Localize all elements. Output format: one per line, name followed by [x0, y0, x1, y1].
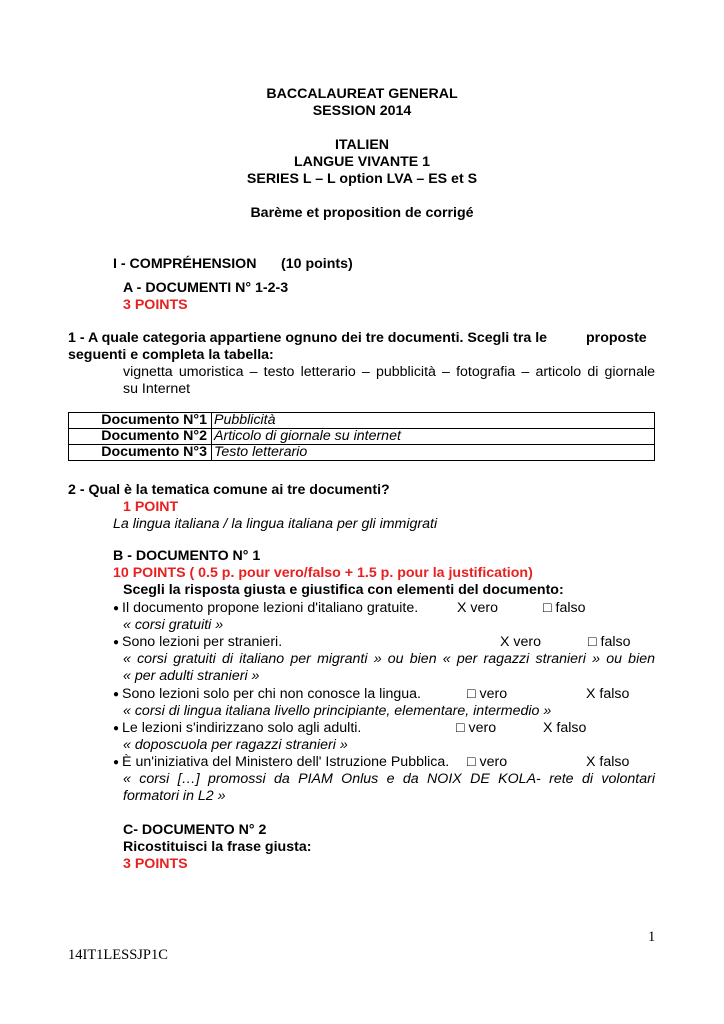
item-justification-cont: formatori in L2 »: [123, 788, 226, 804]
part-c-title: C- DOCUMENTO N° 2: [123, 822, 267, 838]
question-2-points: 1 POINT: [123, 499, 179, 515]
item-justification-cont: « per adulti stranieri »: [123, 668, 260, 684]
item-justification: « doposcuola per ragazzi stranieri »: [123, 737, 348, 753]
vero-option[interactable]: X vero: [457, 600, 499, 616]
true-false-item: [113, 686, 421, 702]
falso-option[interactable]: X falso: [586, 754, 630, 770]
item-statement: Sono lezioni solo per chi non conosce la lingua.: [122, 686, 421, 702]
part-a-points: 3 POINTS: [123, 297, 188, 313]
section-comprehension-title: I - COMPRÉHENSION: [113, 256, 257, 272]
header-line-series: SERIES L – L option LVA – ES et S: [246, 171, 478, 187]
table-row: [69, 429, 655, 445]
header-line-language: ITALIEN: [334, 137, 390, 153]
true-false-item: [113, 720, 361, 736]
vero-option[interactable]: X vero: [500, 634, 542, 650]
item-statement: Sono lezioni per stranieri.: [122, 634, 283, 650]
vero-option[interactable]: □ vero: [456, 720, 497, 736]
part-b-points: 10 POINTS ( 0.5 p. pour vero/falso + 1.5 p. pour la justification): [113, 565, 533, 581]
item-statement: È un'iniziativa del Ministero dell' Istruzione Pubblica.: [122, 754, 450, 770]
document-category-table: [68, 412, 655, 461]
question-1-line1: 1 - A quale categoria appartiene ognuno dei tre documenti. Scegli tra le: [68, 330, 548, 346]
table-cell-value: Articolo di giornale su internet: [212, 429, 655, 445]
header-line-bareme: Barème et proposition de corrigé: [250, 205, 474, 221]
question-2-answer: La lingua italiana / la lingua italiana per gli immigrati: [113, 516, 438, 532]
vero-option[interactable]: □ vero: [467, 686, 508, 702]
item-justification: « corsi gratuiti »: [123, 617, 224, 633]
bullet-icon: ●: [113, 603, 120, 614]
bullet-icon: ●: [113, 637, 120, 648]
table-cell-value: Pubblicità: [212, 413, 655, 429]
header-line-session: SESSION 2014: [312, 103, 412, 119]
table-cell-label: Documento N°2: [69, 429, 212, 445]
item-justification: « corsi gratuiti di italiano per migranti » ou bien « per ragazzi stranieri » ou bien: [123, 651, 655, 667]
part-b-instruction: Scegli la risposta giusta e giustifica con elementi del documento:: [123, 582, 564, 598]
question-1-line2: seguenti e completa la tabella:: [68, 347, 274, 363]
document-code: 14IT1LESSJP1C: [68, 947, 168, 963]
item-statement: Il documento propone lezioni d'italiano gratuite.: [122, 600, 419, 616]
bullet-icon: ●: [113, 757, 120, 768]
table-cell-label: Documento N°3: [69, 445, 212, 461]
true-false-item: [113, 754, 449, 770]
table-row: [69, 445, 655, 461]
part-c-instruction: Ricostituisci la frase giusta:: [123, 839, 312, 855]
bullet-icon: ●: [113, 689, 120, 700]
falso-option[interactable]: X falso: [586, 686, 630, 702]
table-row: [69, 413, 655, 429]
bullet-icon: ●: [113, 723, 120, 734]
question-1-options: vignetta umoristica – testo letterario – pubblicità – fotografia – articolo di giornale: [123, 364, 655, 380]
part-b-title: B - DOCUMENTO N° 1: [113, 548, 261, 564]
header-line-bac: BACCALAUREAT GENERAL: [266, 86, 458, 102]
header-line-lv: LANGUE VIVANTE 1: [293, 154, 431, 170]
vero-option[interactable]: □ vero: [467, 754, 508, 770]
falso-option[interactable]: □ falso: [588, 634, 631, 650]
table-cell-label: Documento N°1: [69, 413, 212, 429]
part-c-points: 3 POINTS: [123, 856, 188, 872]
falso-option[interactable]: X falso: [543, 720, 587, 736]
part-a-title: A - DOCUMENTI N° 1-2-3: [123, 280, 289, 296]
item-justification: « corsi di lingua italiana livello principiante, elementare, intermedio »: [123, 703, 552, 719]
item-statement: Le lezioni s'indirizzano solo agli adulti.: [122, 720, 362, 736]
question-1-options-cont: su Internet: [123, 381, 191, 397]
true-false-item: [113, 600, 418, 616]
page-number: 1: [648, 929, 656, 945]
question-1-line1-end: proposte: [586, 330, 647, 346]
true-false-item: [113, 634, 282, 650]
falso-option[interactable]: □ falso: [543, 600, 586, 616]
question-2: 2 - Qual è la tematica comune ai tre documenti?: [68, 482, 390, 498]
section-comprehension-points: (10 points): [281, 256, 353, 272]
item-justification: « corsi […] promossi da PIAM Onlus e da NOIX DE KOLA- rete di volontari: [123, 771, 655, 787]
table-cell-value: Testo letterario: [212, 445, 655, 461]
